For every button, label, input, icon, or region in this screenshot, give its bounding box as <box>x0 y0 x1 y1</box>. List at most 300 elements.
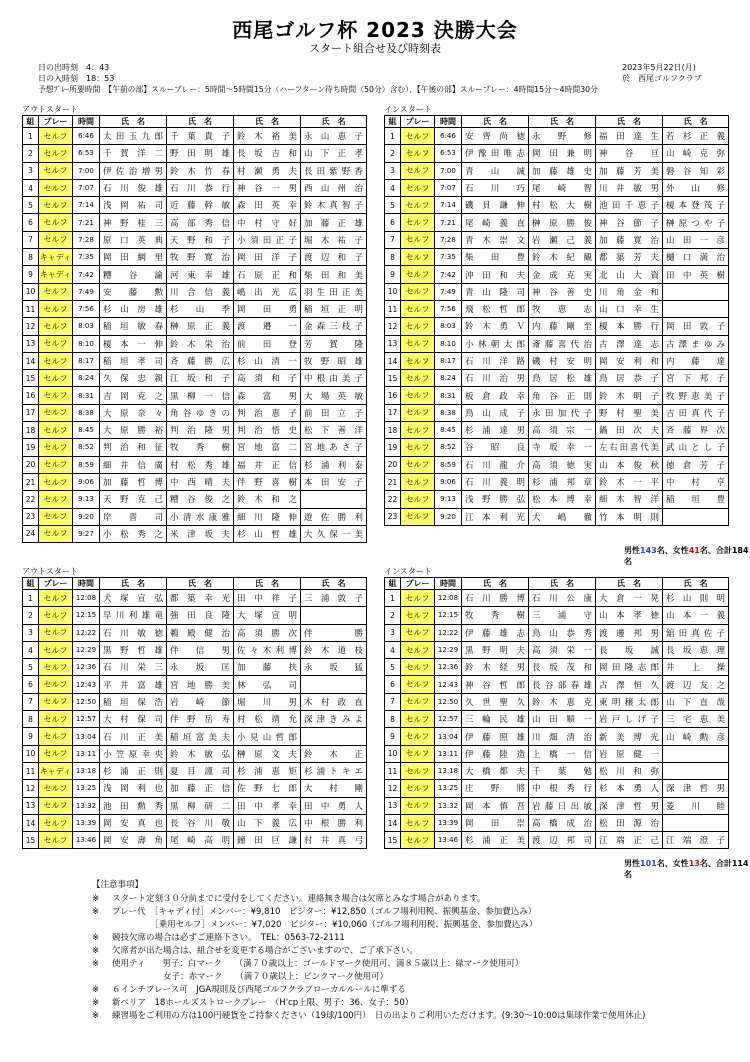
player-name: 金成克実 <box>529 266 596 283</box>
play-type: セルフ <box>401 641 435 658</box>
player-name: 杉浦邦章 <box>529 473 596 490</box>
player-name: 古澤恒久 <box>596 676 663 693</box>
column-header: 氏 名 <box>462 578 529 590</box>
player-name: 磐谷知彩 <box>663 162 729 179</box>
table-row <box>385 266 729 283</box>
player-name: 杉浦利泰 <box>301 456 367 473</box>
player-name: 杉浦達男 <box>462 422 529 439</box>
am-out-label: アウトスタート <box>22 105 78 114</box>
tee-time: 13:39 <box>435 814 462 831</box>
player-name: 佐野七郎 <box>234 780 301 797</box>
player-name: 田中祥子 <box>234 590 301 607</box>
player-name <box>663 300 729 317</box>
group-number: 11 <box>385 762 401 779</box>
player-name: 長坂誠 <box>596 641 663 658</box>
play-type: セルフ <box>39 641 73 658</box>
player-name: 岡田崇 <box>462 814 529 831</box>
play-type: セルフ <box>39 473 73 490</box>
play-type: セルフ <box>39 370 73 387</box>
group-number: 14 <box>23 352 39 369</box>
group-number: 15 <box>23 370 39 387</box>
group-number: 19 <box>23 439 39 456</box>
table-row <box>385 404 729 421</box>
sunset-time: 日の入時刻 18：53 <box>38 74 115 83</box>
group-number: 17 <box>23 404 39 421</box>
note-item <box>92 996 645 1009</box>
player-name: 山口幸生 <box>596 300 663 317</box>
group-number: 8 <box>385 711 401 728</box>
tee-time: 12:36 <box>73 659 100 676</box>
player-name: 鈴木明子 <box>596 387 663 404</box>
table-row <box>385 456 729 473</box>
player-name: 榎本登茂子 <box>663 197 729 214</box>
play-type: セルフ <box>39 162 73 179</box>
player-name: 榎本勝行 <box>596 318 663 335</box>
player-name: 野田明雄 <box>167 145 234 162</box>
player-name: 遊佐勝利 <box>301 508 367 525</box>
play-type: セルフ <box>39 693 73 710</box>
play-type: セルフ <box>39 283 73 300</box>
tee-time: 7:49 <box>435 283 462 300</box>
event-date: 2023年5月22日(月) <box>622 63 696 72</box>
column-header: 時間 <box>435 578 462 590</box>
player-name: 松川和弥 <box>596 762 663 779</box>
player-name: 伊藤雄志 <box>462 624 529 641</box>
table-row <box>23 439 367 456</box>
tee-time: 9:06 <box>435 473 462 490</box>
table-row <box>385 693 729 710</box>
player-name: 野村聖美 <box>596 404 663 421</box>
group-number: 8 <box>385 249 401 266</box>
table-row <box>23 525 367 542</box>
player-name: 鳥居恭子 <box>596 370 663 387</box>
column-header: 氏 名 <box>167 116 234 128</box>
table-row <box>385 197 729 214</box>
player-name: 渡辺邦司 <box>529 832 596 849</box>
player-name: 深津きみよ <box>301 711 367 728</box>
tee-time: 7:56 <box>73 300 100 317</box>
player-name: 永坂匡 <box>167 659 234 676</box>
play-type: セルフ <box>39 318 73 335</box>
tee-time: 13:25 <box>435 780 462 797</box>
player-name: 小清水康雅 <box>167 508 234 525</box>
player-name: 杉本勇人 <box>596 780 663 797</box>
notes-section <box>92 878 645 1022</box>
player-name: 近藤幹敏 <box>167 197 234 214</box>
player-name: 稲垣富美夫 <box>167 728 234 745</box>
player-name: 田中英樹 <box>663 266 729 283</box>
player-name: 岩藤日出敏 <box>529 797 596 814</box>
player-name: 杉浦正則 <box>100 762 167 779</box>
tee-time: 12:29 <box>435 641 462 658</box>
player-name: 池田千恵子 <box>596 197 663 214</box>
player-name: 鈴木勇Ｖ <box>462 318 529 335</box>
group-number: 14 <box>385 352 401 369</box>
group-number: 2 <box>23 607 39 624</box>
tee-time: 8:10 <box>435 335 462 352</box>
table-row <box>23 693 367 710</box>
player-name: 黒野哲雄 <box>100 641 167 658</box>
player-name: 永坂猛 <box>301 659 367 676</box>
table-row <box>23 335 367 352</box>
player-name: 石川正美 <box>100 728 167 745</box>
am-summary-post: 名、合計184名 <box>624 546 749 566</box>
player-name <box>301 676 367 693</box>
group-number: 7 <box>23 231 39 248</box>
group-number: 19 <box>385 439 401 456</box>
group-number: 15 <box>385 370 401 387</box>
play-type: セルフ <box>401 659 435 676</box>
player-name: 夏目謹司 <box>167 762 234 779</box>
pm-out-label: アウトスタート <box>22 567 78 576</box>
column-header: 時間 <box>73 578 100 590</box>
player-name: 大久保一美 <box>301 525 367 542</box>
note-mark: ※ <box>92 998 100 1008</box>
player-name: 鈴木竹春 <box>167 162 234 179</box>
play-type: セルフ <box>401 231 435 248</box>
tee-time: 7:00 <box>435 162 462 179</box>
play-type: キャディ <box>39 762 73 779</box>
player-name: 神谷善史 <box>529 283 596 300</box>
table-row <box>385 508 729 525</box>
player-name: 福井正信 <box>234 456 301 473</box>
tee-time: 6:53 <box>73 145 100 162</box>
player-name: 石川義明 <box>462 473 529 490</box>
group-number: 1 <box>385 590 401 607</box>
player-name: 鈴木道枝 <box>301 641 367 658</box>
player-name: 伊豫田唯志 <box>462 145 529 162</box>
player-name: 山本一義 <box>663 607 729 624</box>
player-name: 岡田敦子 <box>663 318 729 335</box>
player-name: 深津哲男 <box>663 780 729 797</box>
tee-time: 8:10 <box>73 335 100 352</box>
sunrise-time: 日の出時刻 4：43 <box>38 63 110 72</box>
table-row <box>385 370 729 387</box>
player-name: 細井信廣 <box>100 456 167 473</box>
player-name: 渡辺友之 <box>663 676 729 693</box>
player-name: 江本利光 <box>462 508 529 525</box>
venue: 於 西尾ゴルフクラブ <box>622 74 702 83</box>
tee-time: 7:28 <box>73 231 100 248</box>
notes-heading: 【注意事項】 <box>92 880 144 890</box>
player-name: 神野桂三 <box>100 214 167 231</box>
column-header: 氏 名 <box>234 578 301 590</box>
note-text: 新ペリア 18ホールズストロークプレー （H'cp上限、男子：36、女子：50） <box>112 998 414 1008</box>
column-header: 氏 名 <box>663 116 729 128</box>
play-type: セルフ <box>401 266 435 283</box>
tee-time: 7:00 <box>73 162 100 179</box>
player-name: 石原正和 <box>234 266 301 283</box>
table-row <box>23 508 367 525</box>
note-mark: ※ <box>92 959 100 969</box>
play-type: セルフ <box>401 145 435 162</box>
group-number: 12 <box>385 318 401 335</box>
play-type: セルフ <box>401 814 435 831</box>
play-type: セルフ <box>401 283 435 300</box>
group-number: 5 <box>385 659 401 676</box>
player-name: 石川巧 <box>462 179 529 196</box>
play-type: セルフ <box>39 422 73 439</box>
tee-time: 12:15 <box>435 607 462 624</box>
tee-time: 7:35 <box>73 249 100 266</box>
player-name: 岸晋司 <box>100 508 167 525</box>
play-type: セルフ <box>401 473 435 490</box>
player-name <box>663 762 729 779</box>
play-type: セルフ <box>401 318 435 335</box>
group-number: 3 <box>23 624 39 641</box>
pm-summary-mid: 名、女性 <box>656 859 689 868</box>
table-row <box>23 214 367 231</box>
tee-time: 12:57 <box>435 711 462 728</box>
player-name: 伴勝 <box>301 624 367 641</box>
am-female-count: 41 <box>688 546 700 555</box>
group-number: 14 <box>23 814 39 831</box>
group-number: 12 <box>23 780 39 797</box>
player-name: 宮下邦子 <box>663 370 729 387</box>
player-name: 山下直哉 <box>663 693 729 710</box>
tee-time: 12:22 <box>73 624 100 641</box>
table-row <box>23 607 367 624</box>
play-type: セルフ <box>401 711 435 728</box>
column-header: プレー <box>39 116 73 128</box>
player-name: 林弘司 <box>234 676 301 693</box>
player-name: 尾崎高明 <box>167 832 234 849</box>
player-name: 判治恵子 <box>234 404 301 421</box>
player-name: 稲垣正明 <box>301 300 367 317</box>
player-name: 村松秀雄 <box>167 456 234 473</box>
player-name: 古澤まゆみ <box>663 335 729 352</box>
player-name: 岡田兼明 <box>529 145 596 162</box>
player-name: 黒野明夫 <box>462 641 529 658</box>
player-name: 長坂吉和 <box>234 145 301 162</box>
play-type: セルフ <box>401 370 435 387</box>
group-number: 11 <box>23 300 39 317</box>
player-name: 宮地あさ子 <box>301 439 367 456</box>
player-name: 長坂恵理 <box>663 641 729 658</box>
table-row <box>385 128 729 145</box>
table-row <box>23 832 367 849</box>
player-name: 榊原勝俊 <box>529 214 596 231</box>
note-text: ［乗用セルフ］メンバー：¥7,020 ビジター：¥10,060（ゴルフ場利用税、振興基金、参加費込み） <box>112 920 538 930</box>
note-item <box>92 931 645 944</box>
player-name: 長谷部春雄 <box>529 676 596 693</box>
play-type: セルフ <box>39 624 73 641</box>
tee-time: 12:50 <box>73 693 100 710</box>
play-type: セルフ <box>401 128 435 145</box>
group-number: 4 <box>385 179 401 196</box>
player-name: 三浦守 <box>529 607 596 624</box>
note-text: プレー代 ［キャディ付］メンバー：¥9,810 ビジター：¥12,850（ゴルフ場利用税、振興基金、参加費込み） <box>112 907 537 917</box>
tee-time: 9:20 <box>73 508 100 525</box>
table-row <box>385 439 729 456</box>
player-name: 寺坂幸一 <box>529 439 596 456</box>
tee-time: 7:28 <box>435 231 462 248</box>
tee-time: 7:42 <box>435 266 462 283</box>
group-number: 2 <box>385 607 401 624</box>
player-name: 鳥居松雄 <box>529 370 596 387</box>
player-name: 宮地富二 <box>234 439 301 456</box>
table-row <box>23 473 367 490</box>
table-row <box>23 128 367 145</box>
play-type: セルフ <box>39 145 73 162</box>
player-name: 斎藤喜代治 <box>529 335 596 352</box>
player-name: 伊佐治増男 <box>100 162 167 179</box>
group-number: 8 <box>23 249 39 266</box>
player-name: 磯貝謙伸 <box>462 197 529 214</box>
play-type: セルフ <box>39 590 73 607</box>
play-type: セルフ <box>39 728 73 745</box>
player-name: 山崎勲彦 <box>663 728 729 745</box>
play-type: セルフ <box>401 404 435 421</box>
group-number: 15 <box>23 832 39 849</box>
player-name: 糟谷俊之 <box>167 491 234 508</box>
player-name: 中村亨 <box>663 473 729 490</box>
note-mark: ※ <box>92 933 100 943</box>
player-name: 杉山房雄 <box>100 300 167 317</box>
tee-time: 7:07 <box>435 179 462 196</box>
tee-time: 8:38 <box>435 404 462 421</box>
player-name: 岡本慎吾 <box>462 797 529 814</box>
player-name: 米津坂夫 <box>167 525 234 542</box>
player-name: 榊原正義 <box>167 318 234 335</box>
column-header: 氏 名 <box>301 116 367 128</box>
player-name: 羽生田正美 <box>301 283 367 300</box>
play-type: セルフ <box>39 508 73 525</box>
playtime-note: 予想ﾌﾟﾚｰ所要時間 【午前の部】スループレー：5時間～5時間15分（ハーフターン待ち時間（50分）含む）、【午後の部】スループレー：4時間15分～4時間30分 <box>38 85 598 94</box>
table-row <box>385 162 729 179</box>
note-mark: ※ <box>92 1011 100 1021</box>
group-number: 3 <box>385 624 401 641</box>
player-name: 松下善洋 <box>301 422 367 439</box>
group-number: 6 <box>23 676 39 693</box>
am-in-table <box>384 115 729 526</box>
group-number: 12 <box>385 780 401 797</box>
player-name: 西山州治 <box>301 179 367 196</box>
tee-time: 13:32 <box>73 797 100 814</box>
note-mark: ※ <box>92 907 100 917</box>
player-name: 杉山哲雄 <box>234 525 301 542</box>
table-row <box>23 370 367 387</box>
player-name: 牧秀樹 <box>462 607 529 624</box>
player-name: 岩崎節 <box>167 693 234 710</box>
column-header: 氏 名 <box>596 116 663 128</box>
player-name: 杉浦正美 <box>462 832 529 849</box>
player-name: 村井真弓 <box>301 832 367 849</box>
group-number: 5 <box>23 659 39 676</box>
player-name: 稲垣敏春 <box>100 318 167 335</box>
player-name: 小笠原幸央 <box>100 745 167 762</box>
player-name: 宮地勝美 <box>167 676 234 693</box>
player-name: 杉浦トキエ <box>301 762 367 779</box>
play-type: セルフ <box>401 762 435 779</box>
tee-time: 8:17 <box>73 352 100 369</box>
play-type: セルフ <box>401 832 435 849</box>
play-type: セルフ <box>39 197 73 214</box>
group-number: 11 <box>385 300 401 317</box>
player-name: 堀川男 <box>234 693 301 710</box>
player-name: 中村守好 <box>234 214 301 231</box>
player-name: 稲垣保浩 <box>100 693 167 710</box>
player-name: 徳倉芳子 <box>663 456 729 473</box>
table-row <box>23 797 367 814</box>
play-type: セルフ <box>39 179 73 196</box>
player-name: 岡田網里 <box>100 249 167 266</box>
player-name: 本田安子 <box>301 473 367 490</box>
player-name: 大場英敏 <box>301 387 367 404</box>
am-summary <box>624 545 750 567</box>
group-number: 1 <box>385 128 401 145</box>
player-name: 高須和子 <box>234 370 301 387</box>
table-row <box>385 249 729 266</box>
player-name: 金森三枝子 <box>301 318 367 335</box>
table-row <box>385 762 729 779</box>
note-item <box>92 905 645 918</box>
player-name: 山崎克弥 <box>663 145 729 162</box>
play-type: セルフ <box>401 607 435 624</box>
group-number: 20 <box>385 456 401 473</box>
player-name: 黒柳一信 <box>167 387 234 404</box>
player-name: 糟谷諭 <box>100 266 167 283</box>
player-name: 田中勇人 <box>301 797 367 814</box>
player-name: 石川公康 <box>529 590 596 607</box>
player-name: 嶋出光広 <box>234 283 301 300</box>
player-name: 石川敏徳 <box>100 624 167 641</box>
player-name: 青山隆司 <box>462 283 529 300</box>
group-number: 16 <box>385 387 401 404</box>
player-name: 川合信義 <box>167 283 234 300</box>
player-name: 板倉政幸 <box>462 387 529 404</box>
player-name: 江坂和子 <box>167 370 234 387</box>
player-name: 尾崎智 <box>529 179 596 196</box>
player-name: 山本俊秋 <box>596 456 663 473</box>
player-name: 鈴木正 <box>301 745 367 762</box>
player-name: 中根勝利 <box>301 814 367 831</box>
player-name: 大橋都夫 <box>462 762 529 779</box>
player-name: 福田達生 <box>596 128 663 145</box>
play-type: セルフ <box>39 832 73 849</box>
player-name: 中根由美子 <box>301 370 367 387</box>
table-row <box>23 491 367 508</box>
table-row <box>385 214 729 231</box>
table-row <box>23 780 367 797</box>
player-name: 角谷ゆきの <box>167 404 234 421</box>
player-name: 小見山哲郎 <box>234 728 301 745</box>
play-type: セルフ <box>39 387 73 404</box>
play-type: セルフ <box>39 491 73 508</box>
player-name: 松本博幸 <box>529 491 596 508</box>
player-name: 川角金和 <box>596 283 663 300</box>
tee-time: 7:42 <box>73 266 100 283</box>
play-type: セルフ <box>401 590 435 607</box>
table-row <box>23 456 367 473</box>
play-type: セルフ <box>39 335 73 352</box>
pm-summary <box>624 858 750 880</box>
play-type: セルフ <box>39 300 73 317</box>
play-type: セルフ <box>39 745 73 762</box>
table-row <box>23 728 367 745</box>
player-name: 伊藤陸造 <box>462 745 529 762</box>
note-item <box>92 970 645 983</box>
tee-time: 9:20 <box>435 508 462 525</box>
note-mark: ※ <box>92 894 100 904</box>
play-type: セルフ <box>401 249 435 266</box>
player-name: 鈴木恵克 <box>529 693 596 710</box>
play-type: セルフ <box>39 780 73 797</box>
player-name: 川井敏男 <box>596 179 663 196</box>
tee-time: 13:11 <box>73 745 100 762</box>
player-name: 早川利雄竜 <box>100 607 167 624</box>
group-number: 21 <box>23 473 39 490</box>
